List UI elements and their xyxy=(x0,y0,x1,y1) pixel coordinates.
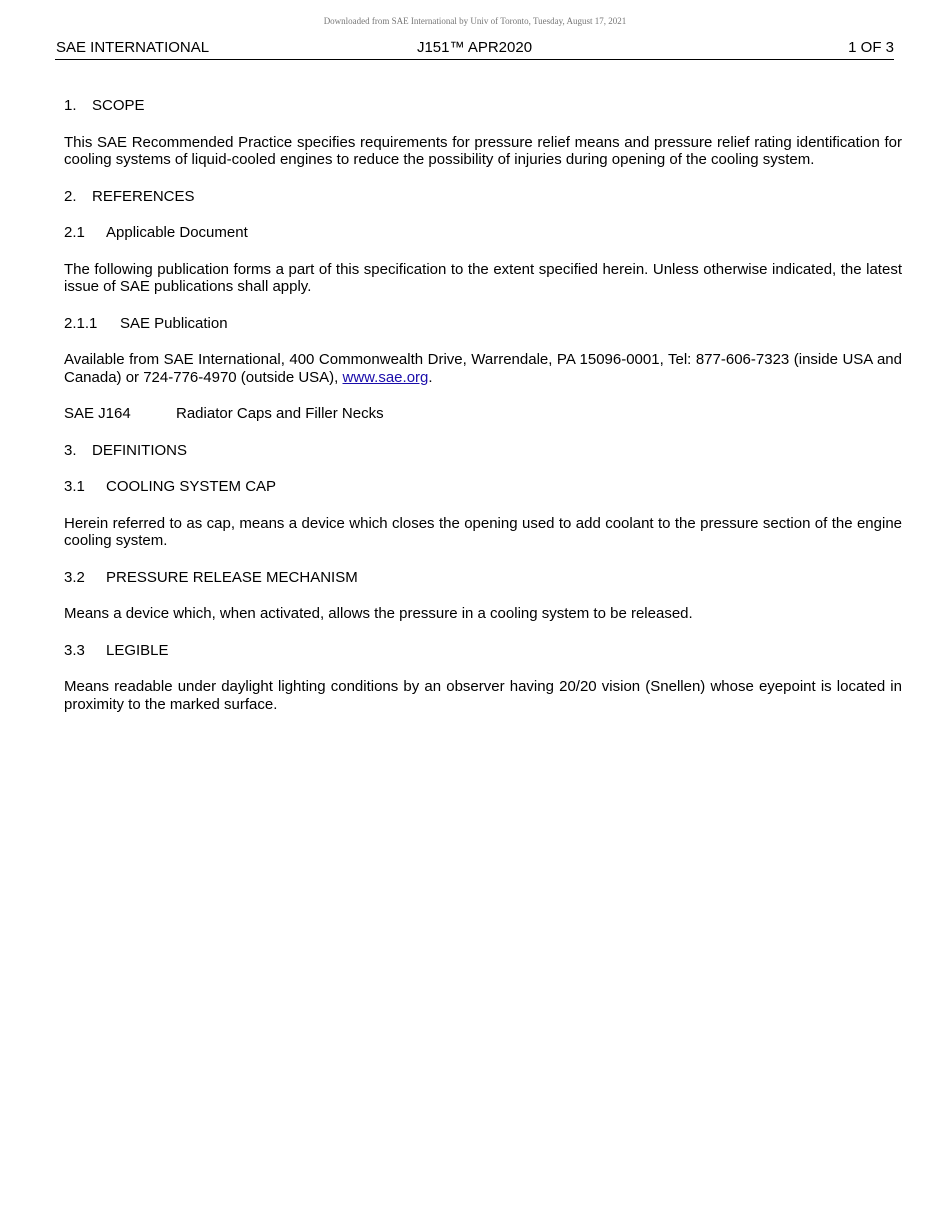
section-number: 2. xyxy=(64,187,77,205)
definition-number: 3.1 xyxy=(64,478,85,495)
download-watermark: Downloaded from SAE International by Univ of Toronto, Tuesday, August 17, 2021 xyxy=(323,16,627,26)
sae-publication-text: Available from SAE International, 400 Commonwealth Drive, Warrendale, PA 15096-0001, Tel: 877-606-7323 (inside USA and Canada) or 724-776-4970 (outside USA), xyxy=(64,351,902,386)
section-number: 3. xyxy=(64,441,77,459)
definition-paragraph: Means readable under daylight lighting conditions by an observer having 20/20 vision (Snellen) whose eyepoint is located in proximity to the marked surface. xyxy=(64,678,902,713)
sae-publication-text-end: . xyxy=(428,368,433,386)
section-heading-definitions xyxy=(64,442,902,460)
reference-item xyxy=(64,405,902,423)
definition-paragraph: Herein referred to as cap, means a device which closes the opening used to add coolant to the pressure section of the engine cooling system. xyxy=(64,514,902,549)
section-heading-references xyxy=(64,188,902,206)
definition-heading-pressure-release-mechanism xyxy=(64,569,902,587)
page-header xyxy=(55,38,894,60)
definition-title: LEGIBLE xyxy=(106,641,169,659)
section-title: SCOPE xyxy=(92,97,145,114)
definition-paragraph: Means a device which, when activated, allows the pressure in a cooling system to be released. xyxy=(64,605,693,622)
section-title: REFERENCES xyxy=(92,187,195,205)
header-doc-id: J151™ APR2020 xyxy=(416,39,533,56)
subsection-number: 2.1.1 xyxy=(64,314,98,332)
definition-number: 3.3 xyxy=(64,641,85,659)
header-page-number: 1 OF 3 xyxy=(848,39,894,56)
header-org: SAE INTERNATIONAL xyxy=(56,39,210,56)
document-body xyxy=(64,97,902,732)
section-number: 1. xyxy=(64,97,77,114)
sae-website-link[interactable]: www.sae.org xyxy=(342,368,429,386)
sae-publication-paragraph xyxy=(64,351,902,386)
section-heading-scope xyxy=(64,97,902,115)
subsection-heading-applicable-document xyxy=(64,224,902,242)
applicable-document-paragraph: The following publication forms a part of this specification to the extent specified herein. Unless otherwise indicated, the latest issue of SAE publications shall apply. xyxy=(64,260,902,295)
definition-title: COOLING SYSTEM CAP xyxy=(106,478,277,495)
subsection-title: SAE Publication xyxy=(120,314,228,332)
reference-code: SAE J164 xyxy=(64,405,131,422)
definition-heading-cooling-system-cap xyxy=(64,478,902,496)
section-title: DEFINITIONS xyxy=(92,441,188,459)
definition-heading-legible xyxy=(64,642,902,660)
subsection-title: Applicable Document xyxy=(106,224,248,241)
definition-number: 3.2 xyxy=(64,568,85,586)
reference-title: Radiator Caps and Filler Necks xyxy=(176,405,384,422)
scope-paragraph: This SAE Recommended Practice specifies requirements for pressure relief means and pressure relief rating identification for cooling systems of liquid-cooled engines to reduce the possibility of injuries during opening of the cooling system. xyxy=(64,133,902,168)
definition-title: PRESSURE RELEASE MECHANISM xyxy=(106,568,358,586)
subsection-number: 2.1 xyxy=(64,224,85,241)
subsection-heading-sae-publication xyxy=(64,315,902,333)
